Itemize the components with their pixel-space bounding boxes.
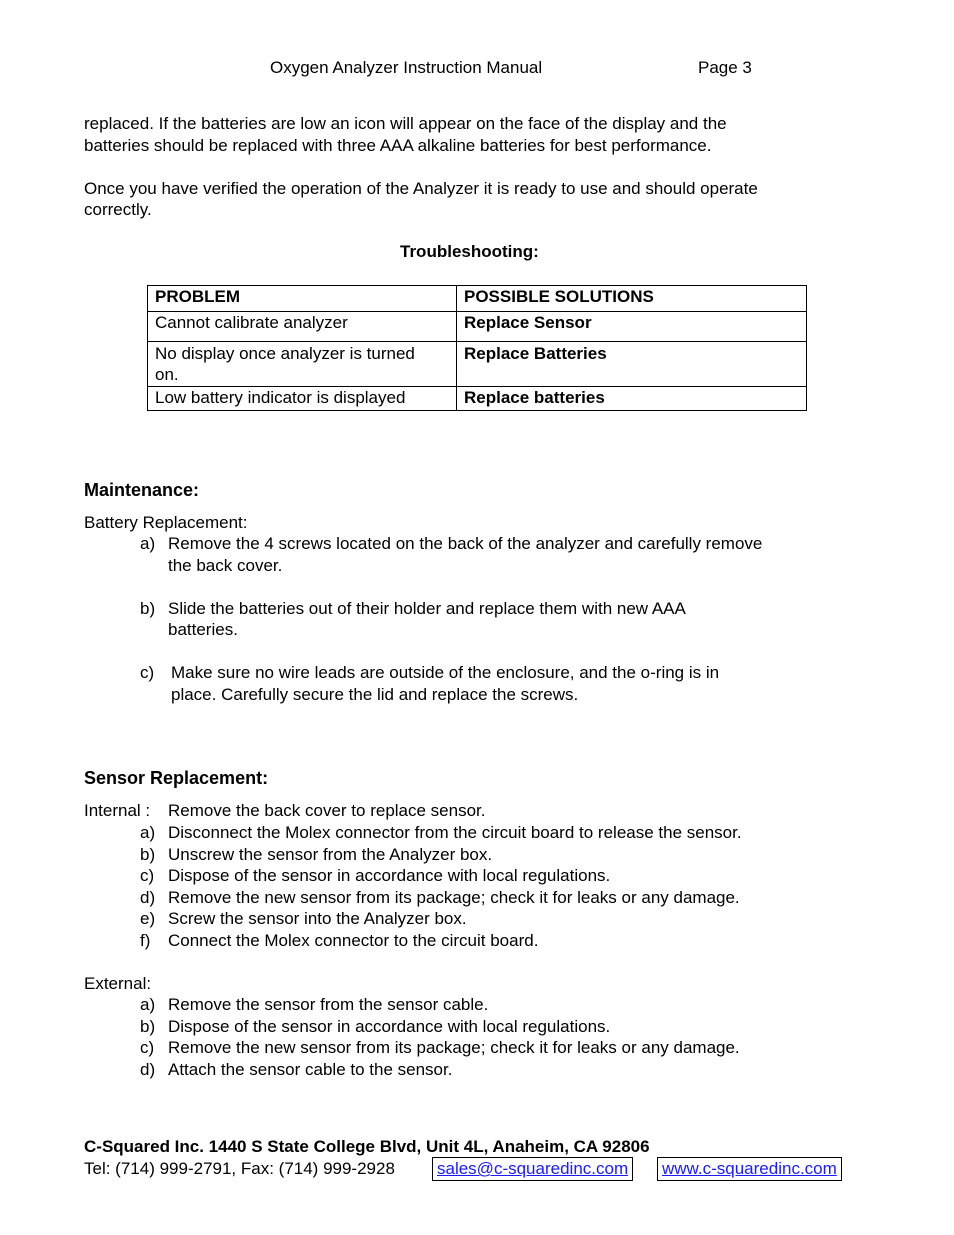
website-link[interactable]: www.c-squaredinc.com [657,1157,842,1181]
list-item: Attach the sensor cable to the sensor. [168,1060,453,1079]
problem-cell-line: on. [155,365,179,384]
list-item: Dispose of the sensor in accordance with local regulations. [168,866,611,885]
list-marker: b) [140,599,156,618]
list-item: Remove the 4 screws located on the back of the analyzer and carefully remove [168,534,763,553]
list-marker: d) [140,1060,156,1079]
list-item: place. Carefully secure the lid and replace the screws. [171,685,579,704]
list-item: Remove the new sensor from its package; check it for leaks or any damage. [168,888,740,907]
list-marker: e) [140,909,156,928]
solution-cell: Replace Batteries [457,342,807,387]
internal-intro: Remove the back cover to replace sensor. [168,801,486,820]
solution-cell: Replace batteries [457,387,807,411]
sensor-replacement-heading: Sensor Replacement: [84,768,269,788]
list-marker: c) [140,1038,155,1057]
list-item: Disconnect the Molex connector from the circuit board to release the sensor. [168,823,742,842]
list-marker: d) [140,888,156,907]
list-item: Unscrew the sensor from the Analyzer box. [168,845,493,864]
internal-label: Internal : [84,801,151,820]
list-item: Make sure no wire leads are outside of the enclosure, and the o-ring is in [171,663,720,682]
list-item: Slide the batteries out of their holder and replace them with new AAA [168,599,686,618]
company-address: C-Squared Inc. 1440 S State College Blvd, Unit 4L, Anaheim, CA 92806 [84,1137,650,1156]
troubleshooting-heading: Troubleshooting: [400,242,539,261]
battery-replacement-subheading: Battery Replacement: [84,513,248,532]
document-title: Oxygen Analyzer Instruction Manual [270,58,543,77]
maintenance-heading: Maintenance: [84,480,200,500]
list-marker: c) [140,866,155,885]
paragraph-line: replaced. If the batteries are low an icon will appear on the face of the display and the [84,114,727,133]
problem-cell-line: No display once analyzer is turned [155,344,415,363]
list-item: Dispose of the sensor in accordance with local regulations. [168,1017,611,1036]
problem-cell [148,342,457,387]
page-number: Page 3 [698,58,752,77]
paragraph-line: correctly. [84,200,152,219]
list-marker: c) [140,663,155,682]
table-row [148,342,807,387]
list-marker: a) [140,823,156,842]
list-marker: a) [140,534,156,553]
email-link[interactable]: sales@c-squaredinc.com [432,1157,633,1181]
table-row [148,312,807,342]
solution-cell: Replace Sensor [457,312,807,342]
list-item: Screw the sensor into the Analyzer box. [168,909,467,928]
problem-cell: Low battery indicator is displayed [148,387,457,411]
list-item: batteries. [168,620,238,639]
list-item: the back cover. [168,556,283,575]
troubleshooting-table [147,285,807,411]
list-marker: b) [140,845,156,864]
paragraph-line: Once you have verified the operation of the Analyzer it is ready to use and should operate [84,179,758,198]
list-item: Connect the Molex connector to the circuit board. [168,931,539,950]
paragraph-line: batteries should be replaced with three AAA alkaline batteries for best performance. [84,136,712,155]
header-problem: PROBLEM [148,286,457,312]
header-solutions: POSSIBLE SOLUTIONS [457,286,807,312]
list-marker: b) [140,1017,156,1036]
list-marker: a) [140,995,156,1014]
list-marker: f) [140,931,151,950]
table-row [148,387,807,411]
table-header-row [148,286,807,312]
list-item: Remove the sensor from the sensor cable. [168,995,489,1014]
list-item: Remove the new sensor from its package; check it for leaks or any damage. [168,1038,740,1057]
external-label: External: [84,974,152,993]
contact-phone: Tel: (714) 999-2791, Fax: (714) 999-2928 [84,1159,395,1178]
problem-cell: Cannot calibrate analyzer [148,312,457,342]
